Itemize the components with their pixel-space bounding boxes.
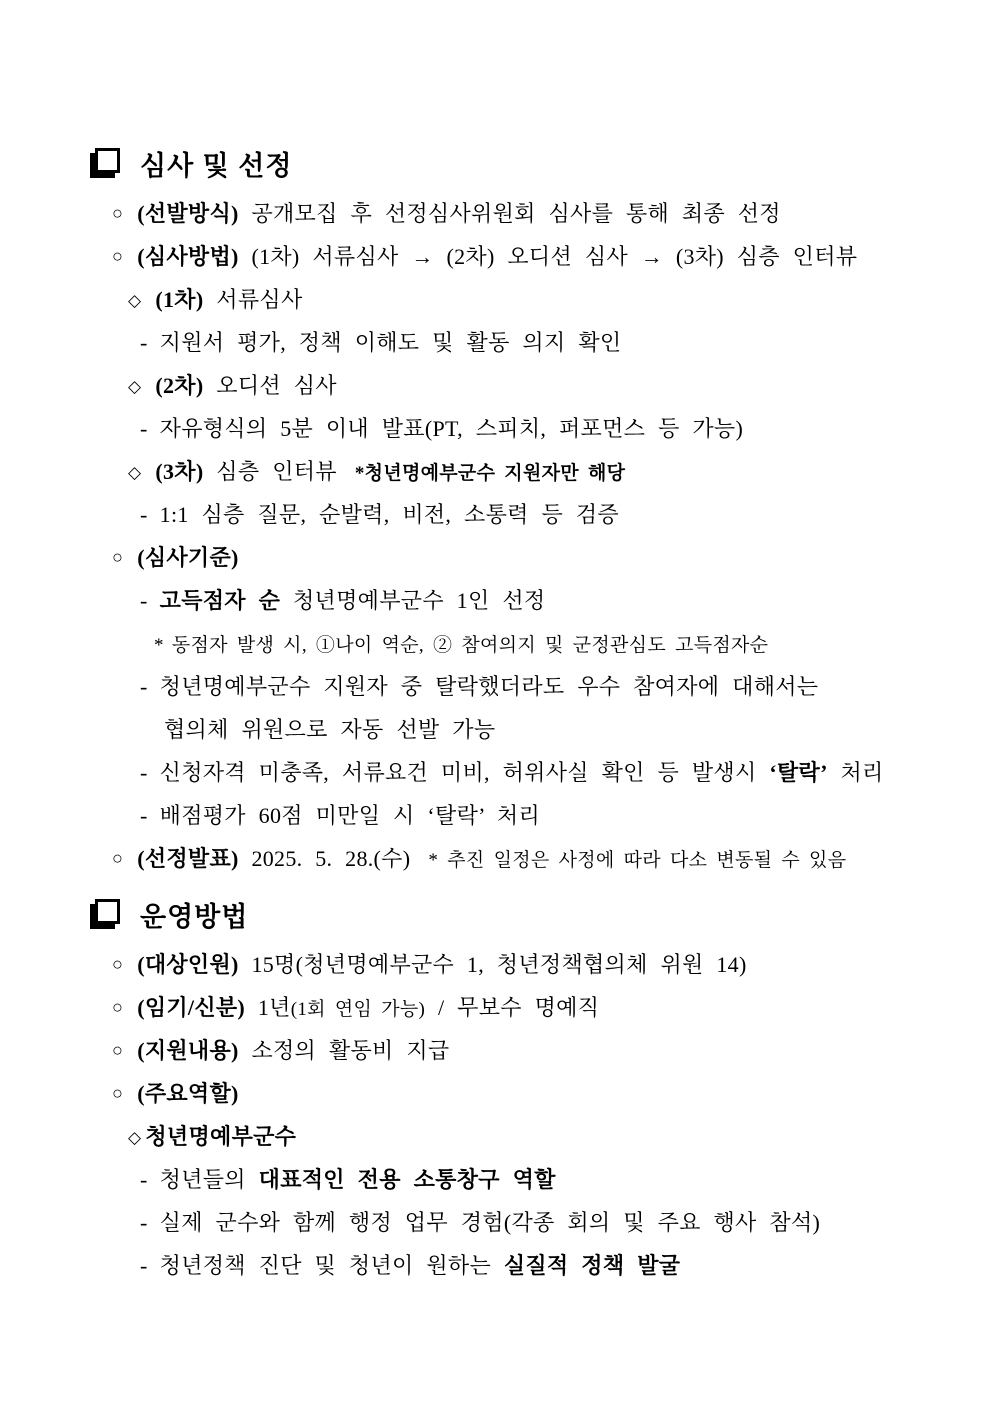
- asterisk-marker-icon: *: [154, 635, 164, 656]
- text-segment: (1차) 서류심사 → (2차) 오디션 심사 → (3차) 심층 인터뷰: [238, 244, 858, 269]
- text-segment: 처리: [827, 760, 884, 785]
- doc-line: [88, 278, 964, 321]
- section-1: [88, 147, 964, 880]
- text-segment: * 추진 일정은 사정에 따라 다소 변동될 수 있음: [428, 850, 847, 871]
- text-segment: (2차): [155, 373, 204, 398]
- dash-bullet-icon: -: [140, 803, 148, 828]
- text-segment: 1년: [245, 995, 291, 1020]
- doc-line: [88, 536, 964, 579]
- circle-bullet-icon: ○: [112, 1083, 124, 1103]
- circle-bullet-icon: ○: [112, 954, 124, 974]
- text-segment: 청년명예부군수 1인 선정: [280, 588, 546, 613]
- section-header: [88, 898, 964, 930]
- text-segment: (지원내용): [137, 1038, 239, 1063]
- text-segment: 2025. 5. 28.(수): [238, 846, 411, 871]
- doc-line: [88, 1158, 964, 1201]
- doc-line: [88, 794, 964, 837]
- dash-bullet-icon: -: [140, 588, 148, 613]
- text-segment: *청년명예부군수 지원자만 해당: [354, 463, 626, 484]
- circle-bullet-icon: ○: [112, 547, 124, 567]
- shadowed-square-icon: [95, 899, 120, 924]
- text-segment: 청년들의: [159, 1167, 259, 1192]
- doc-line: [88, 1029, 964, 1072]
- text-segment: 소정의 활동비 지급: [238, 1038, 450, 1063]
- section-2: [88, 898, 964, 1287]
- circle-bullet-icon: ○: [112, 997, 124, 1017]
- circle-bullet-icon: ○: [112, 203, 124, 223]
- section-title: 심사 및 선정: [140, 150, 293, 181]
- text-segment: 서류심사: [203, 287, 303, 312]
- doc-line: [88, 579, 964, 622]
- dash-bullet-icon: -: [140, 674, 148, 699]
- doc-line: [88, 986, 964, 1029]
- doc-line: [88, 1201, 964, 1244]
- text-segment: (1회 연임 가능): [290, 999, 426, 1020]
- diamond-bullet-icon: ◇: [128, 1128, 142, 1147]
- text-segment: 고득점자 순: [159, 588, 281, 613]
- doc-line: [88, 1115, 964, 1158]
- doc-line: [88, 665, 964, 708]
- text-segment: 청년정책 진단 및 청년이 원하는: [159, 1253, 504, 1278]
- text-segment: 오디션 심사: [203, 373, 337, 398]
- text-segment: 15명(청년명예부군수 1, 청년정책협의체 위원 14): [238, 952, 747, 977]
- doc-line: [88, 321, 964, 364]
- text-segment: 1:1 심층 질문, 순발력, 비전, 소통력 등 검증: [159, 502, 619, 527]
- text-segment: 청년명예부군수: [145, 1124, 297, 1149]
- dash-bullet-icon: -: [140, 1253, 148, 1278]
- dash-bullet-icon: -: [140, 760, 148, 785]
- text-segment: 자유형식의 5분 이내 발표(PT, 스피치, 퍼포먼스 등 가능): [159, 416, 744, 441]
- text-segment: (임기/신분): [137, 995, 246, 1020]
- text-segment: (심사기준): [137, 545, 239, 570]
- diamond-bullet-icon: ◇: [128, 463, 142, 482]
- text-segment: / 무보수 명예직: [425, 995, 600, 1020]
- text-segment: 실질적 정책 발굴: [503, 1253, 681, 1278]
- doc-line: [88, 751, 964, 794]
- diamond-bullet-icon: ◇: [128, 291, 142, 310]
- text-segment: (주요역할): [137, 1081, 239, 1106]
- dash-bullet-icon: -: [140, 330, 148, 355]
- text-segment: (선정발표): [137, 846, 239, 871]
- text-segment: ‘탈락’: [769, 760, 828, 785]
- text-segment: (3차): [155, 459, 204, 484]
- doc-line: [88, 708, 964, 751]
- text-segment: (선발방식): [137, 201, 239, 226]
- doc-line: [88, 1244, 964, 1287]
- text-segment: 배점평가 60점 미만일 시 ‘탈락’ 처리: [159, 803, 541, 828]
- doc-line: [88, 364, 964, 407]
- doc-line: [88, 622, 964, 665]
- text-segment: 동점자 발생 시, ①나이 역순, ② 참여의지 및 군정관심도 고득점자순: [171, 635, 769, 656]
- dash-bullet-icon: -: [140, 416, 148, 441]
- doc-line: [88, 407, 964, 450]
- doc-line: [88, 235, 964, 278]
- diamond-bullet-icon: ◇: [128, 377, 142, 396]
- text-segment: 공개모집 후 선정심사위원회 심사를 통해 최종 선정: [238, 201, 781, 226]
- text-segment: 대표적인 전용 소통창구 역할: [258, 1167, 556, 1192]
- text-segment: 신청자격 미충족, 서류요건 미비, 허위사실 확인 등 발생시: [159, 760, 770, 785]
- text-segment: 심층 인터뷰: [203, 459, 337, 484]
- doc-line: [88, 493, 964, 536]
- text-segment: 협의체 위원으로 자동 선발 가능: [164, 717, 496, 742]
- section-title: 운영방법: [140, 901, 249, 932]
- text-segment: (심사방법): [137, 244, 239, 269]
- section-header: [88, 147, 964, 179]
- doc-line: [88, 450, 964, 493]
- text-segment: (1차): [155, 287, 204, 312]
- doc-line: [88, 1072, 964, 1115]
- dash-bullet-icon: -: [140, 1167, 148, 1192]
- doc-line: [88, 837, 964, 880]
- doc-line: [88, 943, 964, 986]
- text-segment: 청년명예부군수 지원자 중 탈락했더라도 우수 참여자에 대해서는: [159, 674, 819, 699]
- text-segment: (대상인원): [137, 952, 239, 977]
- shadowed-square-icon: [95, 148, 120, 173]
- text-segment: 실제 군수와 함께 행정 업무 경험(각종 회의 및 주요 행사 참석): [159, 1210, 821, 1235]
- dash-bullet-icon: -: [140, 1210, 148, 1235]
- text-segment: 지원서 평가, 정책 이해도 및 활동 의지 확인: [159, 330, 622, 355]
- circle-bullet-icon: ○: [112, 848, 124, 868]
- circle-bullet-icon: ○: [112, 246, 124, 266]
- circle-bullet-icon: ○: [112, 1040, 124, 1060]
- doc-line: [88, 192, 964, 235]
- dash-bullet-icon: -: [140, 502, 148, 527]
